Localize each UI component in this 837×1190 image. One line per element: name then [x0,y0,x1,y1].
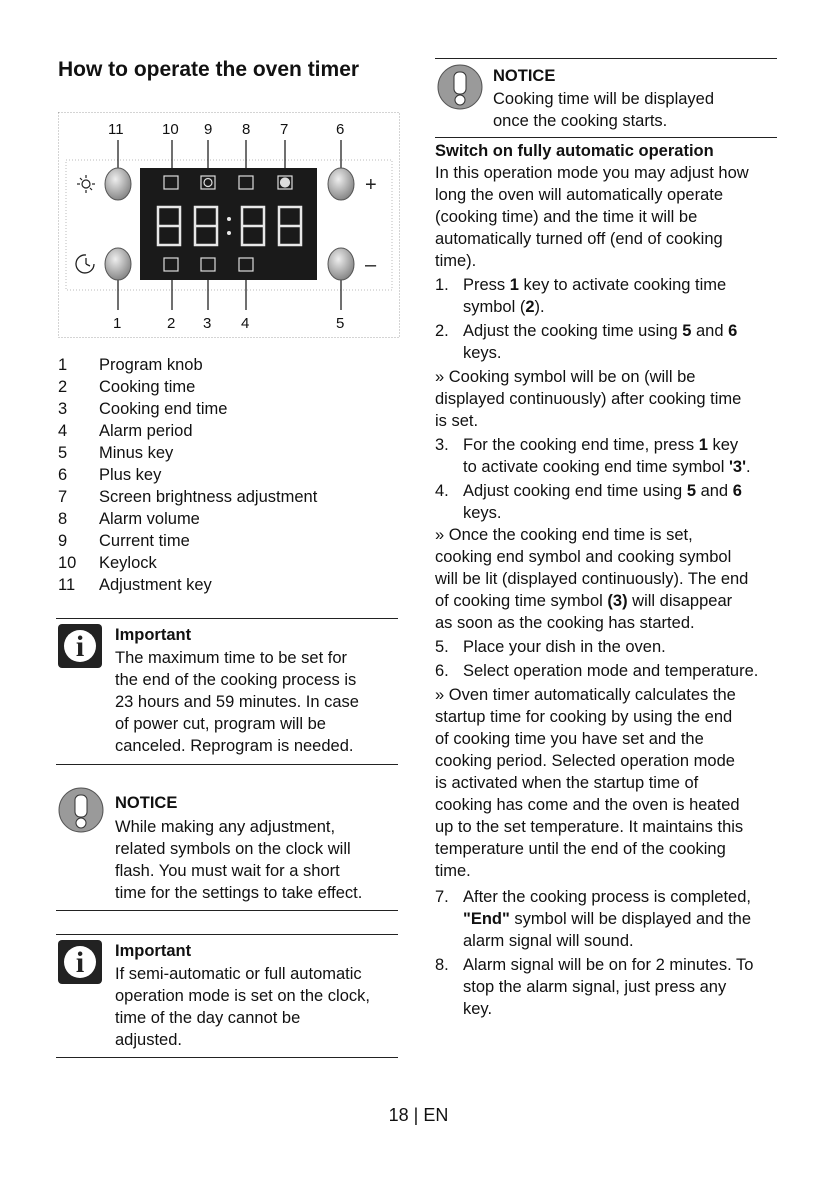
note-2: » Once the cooking end time is set, cooking end symbol and cooking symbol will be lit (displayed continuously). The end of cooking time symbol (3) will disappear as soon as the cooking has started. [435,526,749,632]
divider [435,137,777,138]
sun-adjust-icon [77,175,95,193]
note-3: » Oven timer automatically calculates the startup time for cooking by using the end of cooking time you have set and the cooking period. Selected operation mode is activated when the startup time of cooking has come and the oven is heated up to the set temperature. It maintains this temperature until the end of the cooking time. [435,686,744,880]
divider [435,58,777,59]
divider [56,934,398,935]
notice-1-title: NOTICE [115,794,178,812]
divider [56,764,398,765]
section-title: Switch on fully automatic operation [435,142,714,160]
legend-item: 2 Cooking time [58,378,196,396]
step-7: 7. After the cooking process is completed, "End" symbol will be displayed and the alarm signal will sound. [435,888,752,950]
callout-6: 6 [336,121,345,138]
callout-9: 9 [204,121,213,138]
legend-item: 1 Program knob [58,356,203,374]
callout-8: 8 [242,121,251,138]
callout-11: 11 [108,121,124,138]
callout-10: 10 [162,121,179,138]
plus-key[interactable] [328,168,354,200]
divider [56,910,398,911]
legend-item: 9 Current time [58,532,190,550]
callout-4: 4 [241,315,250,332]
step-6: 6. Select operation mode and temperature. [435,662,759,680]
divider [56,618,398,619]
notice-top-title: NOTICE [493,67,556,85]
note-1: » Cooking symbol will be on (will be displayed continuously) after cooking time is set. [435,368,742,430]
step-2: 2. Adjust the cooking time using 5 and 6 keys. [435,322,738,362]
plus-sign: + [365,174,377,196]
notice-top-text: Cooking time will be displayed once the cooking starts. [493,90,715,130]
warning-icon [58,787,104,833]
step-3: 3. For the cooking end time, press 1 key to activate cooking end time symbol '3'. [435,436,751,476]
callout-2: 2 [167,315,176,332]
callout-7: 7 [280,121,289,138]
legend-item: 5 Minus key [58,444,174,462]
legend-item: 10 Keylock [58,554,157,572]
instructions-column [435,140,790,1020]
legend-item: 6 Plus key [58,466,162,484]
callout-1: 1 [113,315,122,332]
legend-item: 7 Screen brightness adjustment [58,488,318,506]
warning-icon [437,64,483,110]
oven-timer-diagram [58,112,400,338]
display-panel [140,168,317,280]
diagram-legend [58,354,398,596]
info-icon: i [58,624,102,668]
important-2-text: If semi-automatic or full automatic operation mode is set on the clock, time of the day cannot be adjusted. [115,965,370,1049]
intro-paragraph: In this operation mode you may adjust how long the oven will automatically operate (cooking time) and the time it will be automatically turned off (end of cooking time). [435,164,749,270]
step-8: 8. Alarm signal will be on for 2 minutes. To stop the alarm signal, just press any key. [435,956,754,1018]
callout-5: 5 [336,315,345,332]
page-heading: How to operate the oven timer [58,58,360,81]
step-5: 5. Place your dish in the oven. [435,638,666,656]
step-1: 1. Press 1 key to activate cooking time symbol (2). [435,276,727,316]
notice-1-text: While making any adjustment, related symbols on the clock will flash. You must wait for a short time for the settings to take effect. [115,818,363,902]
step-4: 4. Adjust cooking end time using 5 and 6 keys. [435,482,742,522]
page-footer: 18 | EN [388,1105,449,1125]
minus-key[interactable] [328,248,354,280]
important-1-title: Important [115,626,192,644]
legend-item: 8 Alarm volume [58,510,200,528]
timer-icon [76,255,94,273]
minus-sign: – [365,254,377,276]
important-2-title: Important [115,942,192,960]
info-icon: i [58,940,102,984]
legend-item: 11 Adjustment key [58,576,212,594]
callout-3: 3 [203,315,212,332]
adjustment-key-knob[interactable] [105,168,131,200]
important-1-text: The maximum time to be set for the end of the cooking process is 23 hours and 59 minutes. In case of power cut, program will be canceled. Reprogram is needed. [115,649,359,755]
legend-item: 4 Alarm period [58,422,193,440]
program-knob[interactable] [105,248,131,280]
divider [56,1057,398,1058]
legend-item: 3 Cooking end time [58,400,228,418]
